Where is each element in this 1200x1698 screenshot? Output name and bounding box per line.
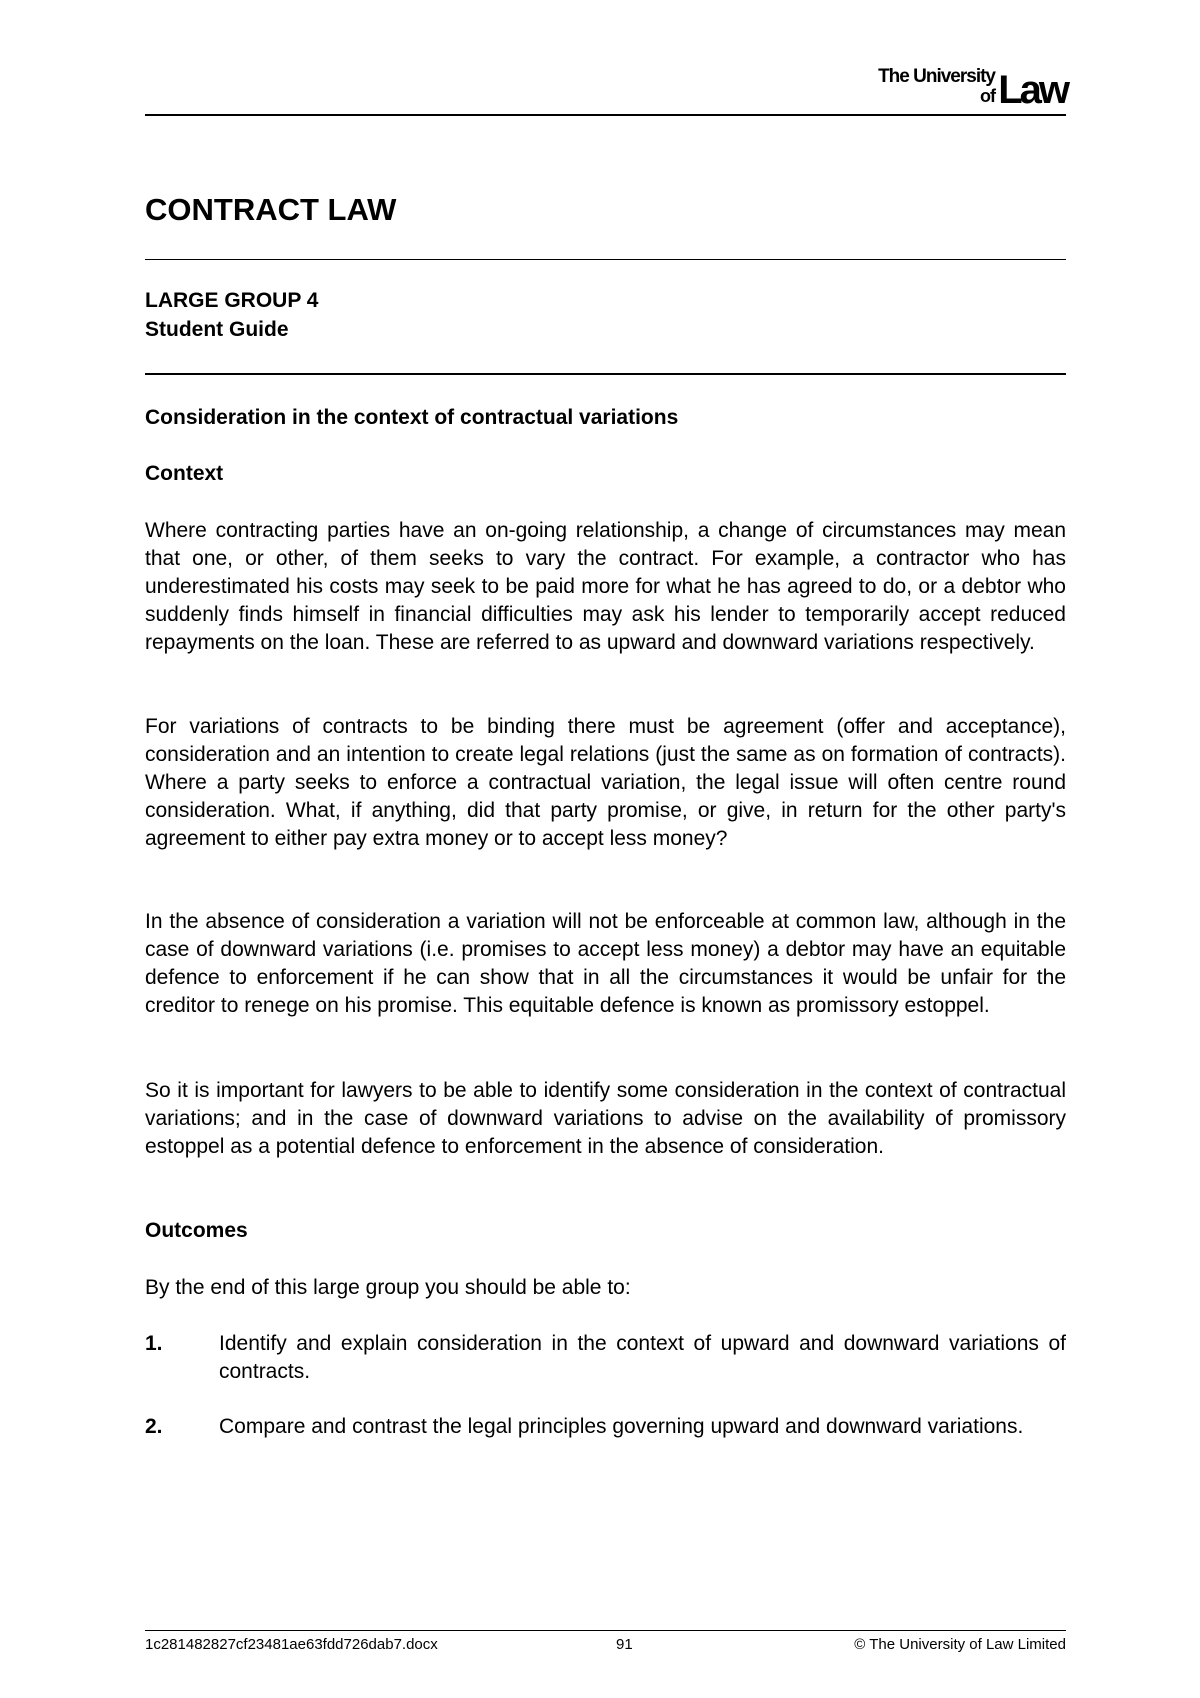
- context-paragraph-4: So it is important for lawyers to be able to identify some consideration in the context of contractual variations; and in the case of downward variations to advise on the availability of promissory estoppel as a potential defence to enforcement in the absence of consideration.: [145, 1079, 1066, 1158]
- context-paragraph-2: For variations of contracts to be binding there must be agreement (offer and acceptance), consideration and an intention to create legal relations (just the same as on formation of contracts). Where a party seeks to enforce a contractual variation, the legal issue will often centre round consideration. What, if anything, did that party promise, or give, in return for the other party's agreement to either pay extra money or to accept less money?: [145, 715, 1066, 850]
- outcome-number: 1.: [145, 1332, 163, 1355]
- outcome-text: Identify and explain consideration in the context of upward and downward variations of contracts.: [219, 1332, 1066, 1383]
- outcome-item: [145, 1413, 1066, 1441]
- university-logo: [847, 64, 1067, 112]
- outcomes-intro: By the end of this large group you should be able to:: [145, 1276, 631, 1299]
- footer-filename: 1c281482827cf23481ae63fdd726dab7.docx: [145, 1636, 438, 1653]
- logo-line1: The University: [878, 66, 995, 87]
- outcome-number: 2.: [145, 1415, 163, 1438]
- footer-copyright: © The University of Law Limited: [854, 1636, 1066, 1653]
- subtitle-rule: [145, 373, 1066, 375]
- outcome-text: Compare and contrast the legal principles governing upward and downward variations.: [219, 1415, 1024, 1438]
- subtitle-line1: LARGE GROUP 4: [145, 289, 319, 312]
- outcome-item: [145, 1330, 1066, 1386]
- page-number: 91: [616, 1636, 633, 1653]
- subtitle-line2: Student Guide: [145, 318, 289, 341]
- logo-line2: of: [980, 86, 995, 106]
- document-title: CONTRACT LAW: [145, 192, 397, 227]
- header-rule: [145, 114, 1066, 116]
- context-paragraph-1: Where contracting parties have an on-going relationship, a change of circumstances may mean that one, or other, of them seeks to vary the contract. For example, a contractor who has underestimated his costs may seek to be paid more for what he has agreed to do, or a debtor who suddenly finds himself in financial difficulties may ask his lender to temporarily accept reduced repayments on the loan. These are referred to as upward and downward variations respectively.: [145, 519, 1066, 654]
- context-paragraph-3: In the absence of consideration a variation will not be enforceable at common law, although in the case of downward variations (i.e. promises to accept less money) a debtor may have an equitable defence to enforcement if he can show that in all the circumstances it would be unfair for the creditor to renege on his promise. This equitable defence is known as promissory estoppel.: [145, 910, 1066, 1017]
- topic-heading: Consideration in the context of contractual variations: [145, 406, 679, 429]
- context-heading: Context: [145, 462, 224, 485]
- outcomes-heading: Outcomes: [145, 1219, 248, 1242]
- title-rule: [145, 259, 1066, 260]
- logo-line3: Law: [998, 68, 1067, 112]
- footer-rule: [145, 1630, 1066, 1631]
